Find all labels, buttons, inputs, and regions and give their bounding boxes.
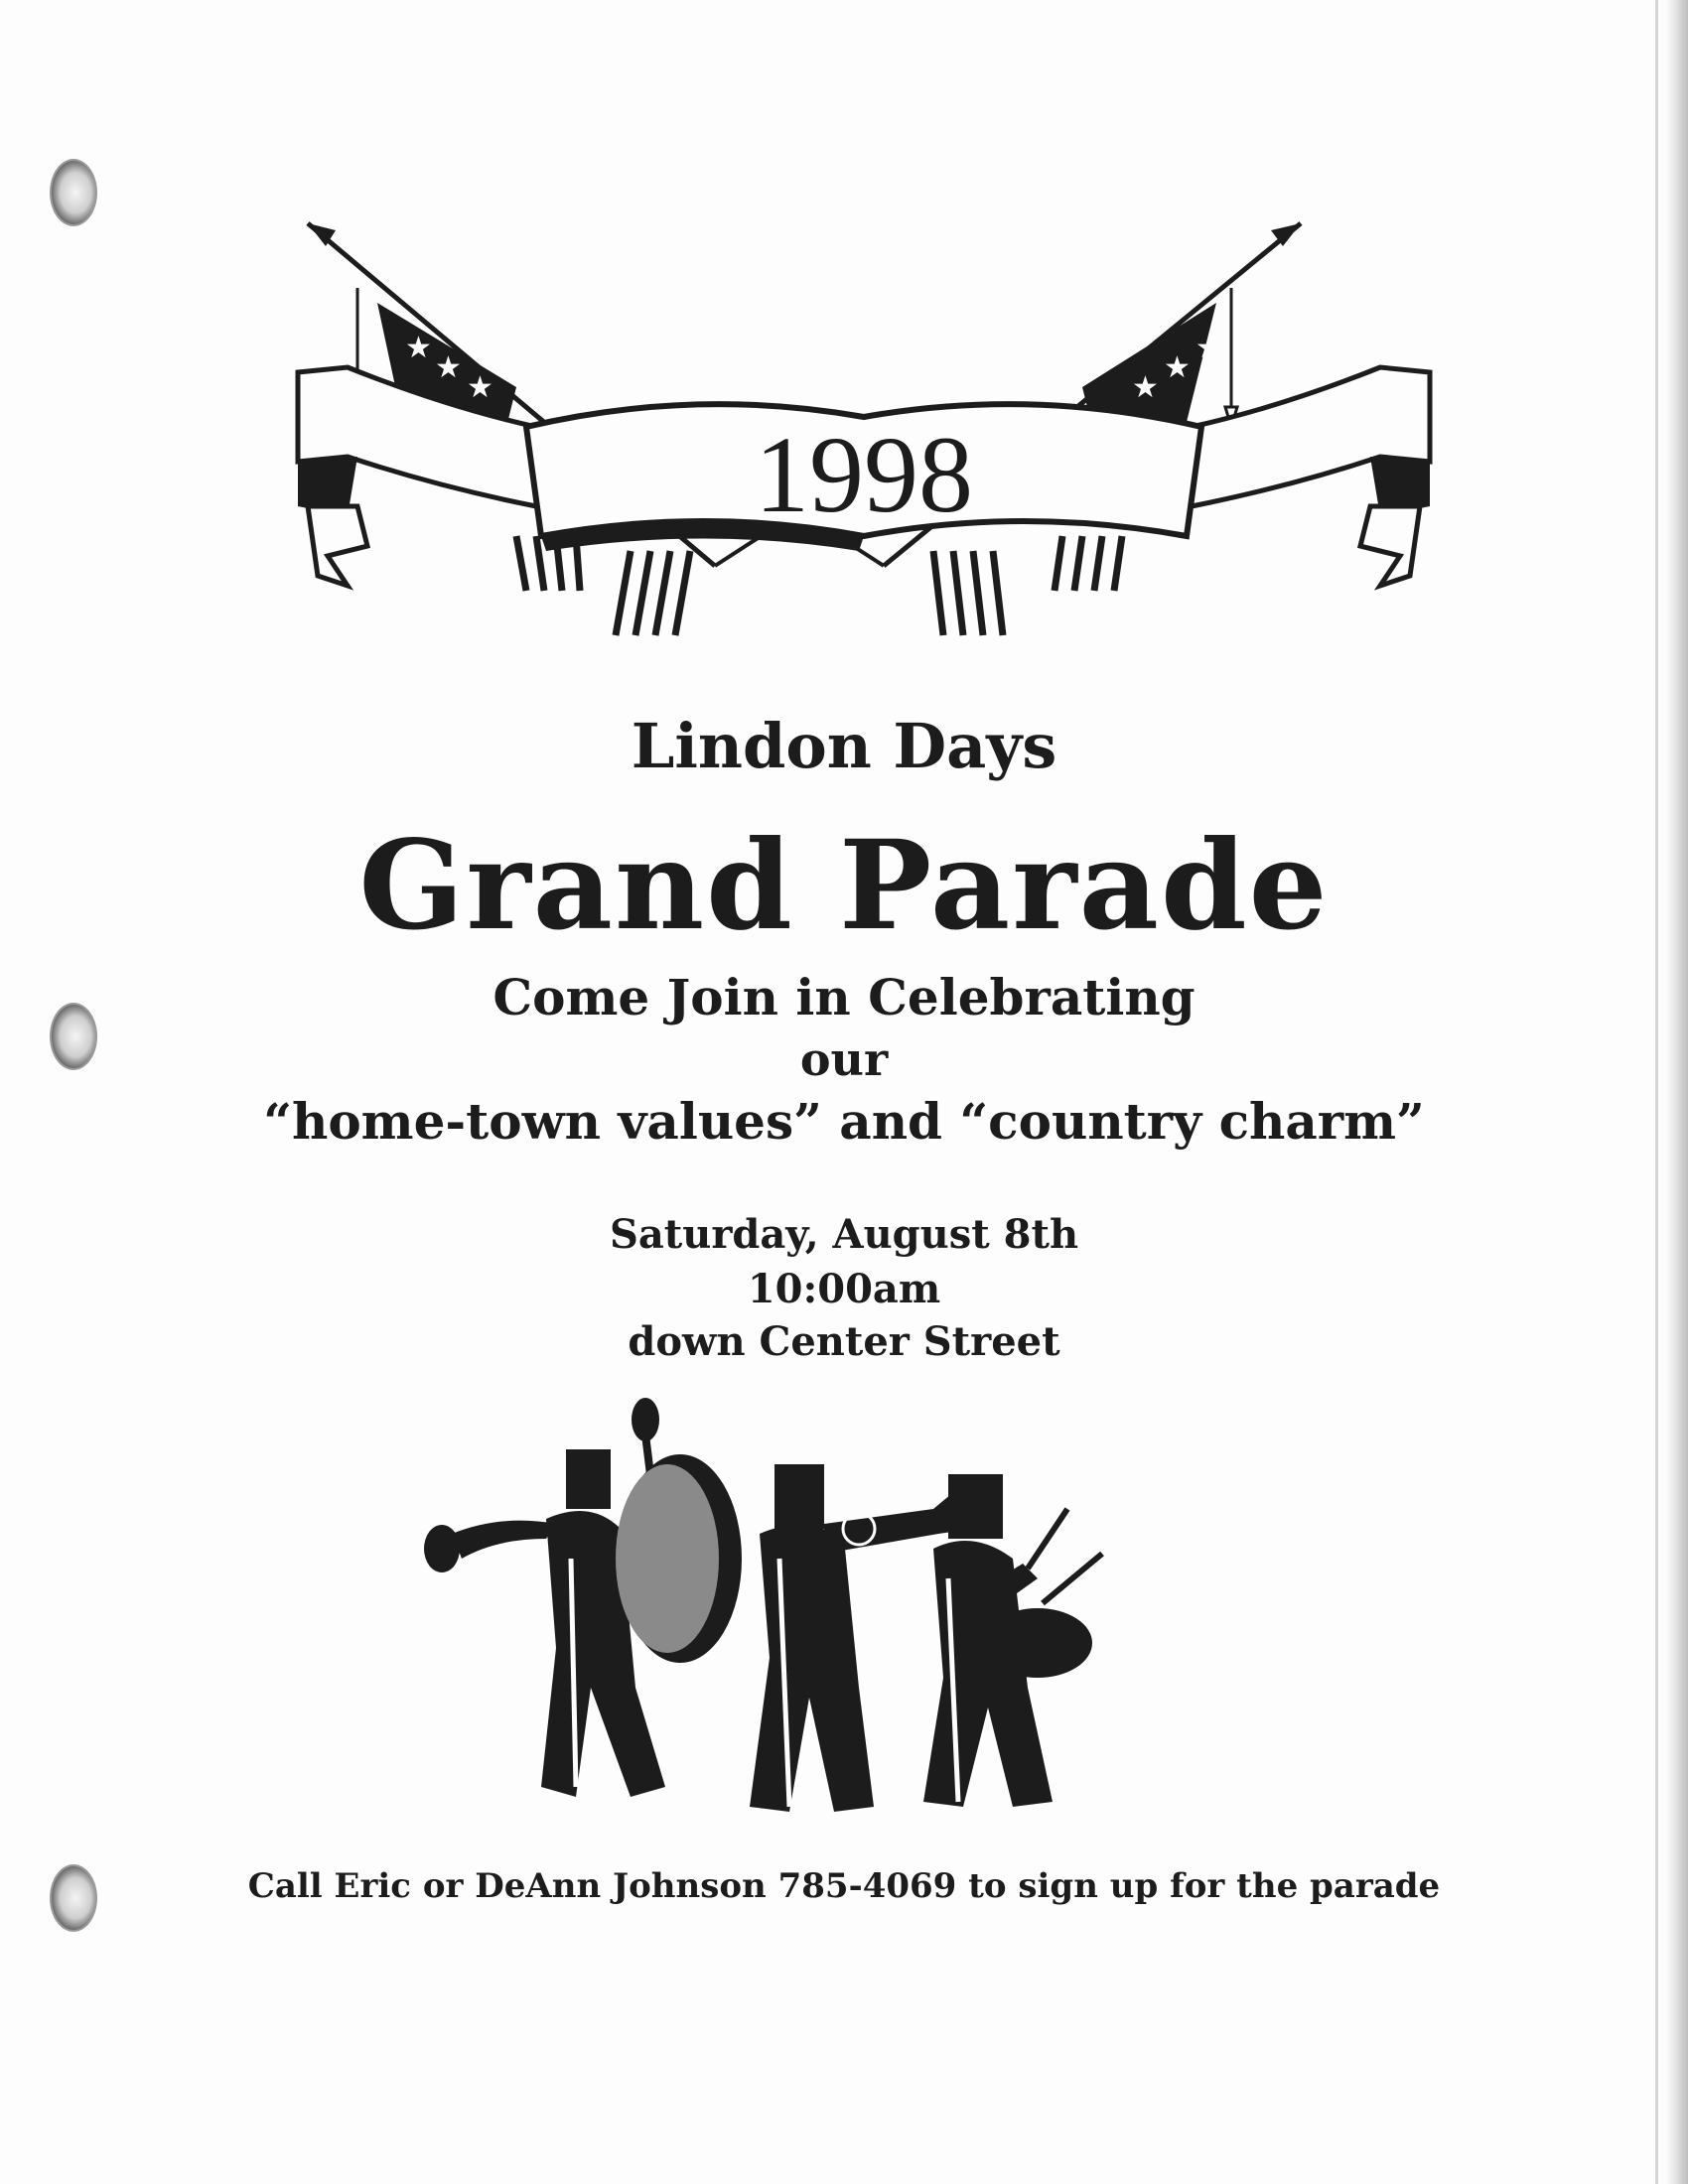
signup-contact: Call Eric or DeAnn Johnson 785-4069 to sign up for the parade (247, 1866, 1441, 1906)
invitation-line-3: “home-town values” and “country charm” (263, 1092, 1425, 1151)
event-date: Saturday, August 8th (609, 1211, 1079, 1258)
bass-drummer-icon (424, 1398, 742, 1797)
punch-hole-top (50, 159, 97, 226)
snare-drummer-icon (923, 1474, 1102, 1807)
svg-text:★: ★ (1132, 370, 1159, 405)
svg-text:★: ★ (467, 370, 493, 405)
banner-year: 1998 (755, 414, 973, 535)
svg-text:★: ★ (1164, 350, 1191, 385)
year-banner (288, 208, 1440, 665)
svg-text:★: ★ (435, 350, 462, 385)
invitation-line-1: Come Join in Celebrating (492, 968, 1196, 1026)
svg-text:★: ★ (405, 331, 432, 365)
marching-band-illustration (407, 1390, 1122, 1846)
invitation-line-2: our (799, 1032, 889, 1086)
event-time: 10:00am (747, 1266, 941, 1312)
event-title: Grand Parade (358, 814, 1330, 958)
event-location: down Center Street (628, 1318, 1060, 1365)
event-subtitle: Lindon Days (631, 710, 1057, 782)
svg-text:★: ★ (1196, 331, 1222, 365)
